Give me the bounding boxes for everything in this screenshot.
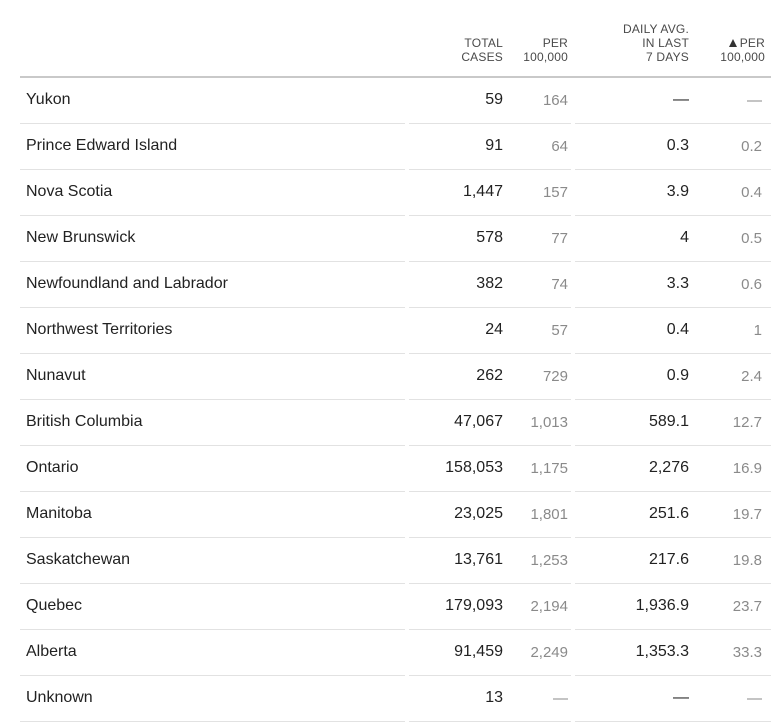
region-name: Nunavut xyxy=(26,367,86,384)
table-row xyxy=(20,630,771,676)
table-row xyxy=(20,538,771,584)
total-cases-value: 179,093 xyxy=(445,597,503,614)
daily-per-100000-value: — xyxy=(747,690,762,707)
header-daily-per-100000[interactable]: PER 100,000 xyxy=(720,36,765,64)
total-cases-value: 1,447 xyxy=(462,183,503,200)
daily-average-value: — xyxy=(673,91,689,108)
column-gap xyxy=(571,400,575,446)
column-gap xyxy=(405,400,409,446)
daily-average-value: 4 xyxy=(680,229,689,246)
column-gap xyxy=(571,78,575,124)
column-gap xyxy=(571,630,575,676)
daily-per-100000-value: 23.7 xyxy=(732,598,762,615)
per-100000-value: 729 xyxy=(542,368,568,385)
column-gap xyxy=(405,492,409,538)
per-100000-value: 1,175 xyxy=(530,460,568,477)
daily-per-100000-value: — xyxy=(747,92,762,109)
column-gap xyxy=(405,538,409,584)
column-gap xyxy=(405,78,409,124)
total-cases-value: 47,067 xyxy=(454,413,503,430)
daily-average-value: 0.3 xyxy=(666,137,689,154)
region-name: Quebec xyxy=(26,597,83,614)
per-100000-value: 1,013 xyxy=(530,414,568,431)
region-name: Nova Scotia xyxy=(26,183,113,200)
cases-table xyxy=(20,0,771,722)
daily-per-100000-value: 0.2 xyxy=(741,138,762,155)
region-name: British Columbia xyxy=(26,413,143,430)
column-gap xyxy=(571,170,575,216)
per-100000-value: 64 xyxy=(551,138,568,155)
column-gap xyxy=(571,446,575,492)
table-row xyxy=(20,216,771,262)
column-gap xyxy=(571,492,575,538)
daily-average-value: — xyxy=(673,689,689,706)
per-100000-value: 157 xyxy=(542,184,568,201)
column-gap xyxy=(405,124,409,170)
daily-average-value: 0.4 xyxy=(666,321,689,338)
column-gap xyxy=(405,170,409,216)
daily-average-value: 589.1 xyxy=(648,413,689,430)
total-cases-value: 158,053 xyxy=(445,459,503,476)
column-gap xyxy=(405,354,409,400)
total-cases-value: 91 xyxy=(485,137,503,154)
per-100000-value: 1,801 xyxy=(530,506,568,523)
total-cases-value: 91,459 xyxy=(454,643,503,660)
column-gap xyxy=(405,584,409,630)
table-row xyxy=(20,676,771,722)
daily-average-value: 1,353.3 xyxy=(635,643,689,660)
total-cases-value: 262 xyxy=(476,367,503,384)
column-gap xyxy=(571,354,575,400)
table-row xyxy=(20,308,771,354)
total-cases-value: 59 xyxy=(485,91,503,108)
per-100000-value: 164 xyxy=(542,92,568,109)
daily-average-value: 2,276 xyxy=(648,459,689,476)
header-daily-average[interactable]: DAILY AVG. IN LAST 7 DAYS xyxy=(622,22,689,64)
table-row xyxy=(20,492,771,538)
region-name: Newfoundland and Labrador xyxy=(26,275,228,292)
column-gap xyxy=(571,124,575,170)
per-100000-value: — xyxy=(553,690,568,707)
per-100000-value: 2,249 xyxy=(530,644,568,661)
daily-average-value: 251.6 xyxy=(648,505,689,522)
column-gap xyxy=(405,216,409,262)
sort-triangle-icon xyxy=(729,39,737,47)
daily-per-100000-value: 2.4 xyxy=(741,368,762,385)
region-name: Prince Edward Island xyxy=(26,137,178,154)
table-header xyxy=(20,0,771,78)
table-row xyxy=(20,262,771,308)
per-100000-value: 77 xyxy=(551,230,568,247)
daily-per-100000-value: 33.3 xyxy=(732,644,762,661)
total-cases-value: 24 xyxy=(485,321,503,338)
table-body xyxy=(20,78,771,722)
total-cases-value: 13 xyxy=(485,689,503,706)
daily-per-100000-value: 19.7 xyxy=(732,506,762,523)
region-name: Yukon xyxy=(26,91,71,108)
column-gap xyxy=(405,262,409,308)
table-row xyxy=(20,170,771,216)
daily-per-100000-value: 0.6 xyxy=(741,276,762,293)
column-gap xyxy=(405,446,409,492)
daily-average-value: 0.9 xyxy=(666,367,689,384)
table-row xyxy=(20,78,771,124)
daily-average-value: 1,936.9 xyxy=(635,597,689,614)
total-cases-value: 23,025 xyxy=(454,505,503,522)
region-name: Northwest Territories xyxy=(26,321,173,338)
column-gap xyxy=(571,538,575,584)
region-name: Ontario xyxy=(26,459,79,476)
column-gap xyxy=(405,630,409,676)
header-total-cases[interactable]: TOTAL CASES xyxy=(461,36,503,64)
table-row xyxy=(20,354,771,400)
daily-average-value: 217.6 xyxy=(648,551,689,568)
daily-per-100000-value: 1 xyxy=(753,322,762,339)
region-name: Alberta xyxy=(26,643,77,660)
column-gap xyxy=(571,676,575,722)
per-100000-value: 74 xyxy=(551,276,568,293)
column-gap xyxy=(571,308,575,354)
header-per-100000[interactable]: PER 100,000 xyxy=(523,36,568,64)
daily-per-100000-value: 0.4 xyxy=(741,184,762,201)
per-100000-value: 2,194 xyxy=(530,598,568,615)
column-gap xyxy=(571,584,575,630)
table-row xyxy=(20,400,771,446)
column-gap xyxy=(405,676,409,722)
daily-average-value: 3.9 xyxy=(666,183,689,200)
daily-per-100000-value: 12.7 xyxy=(732,414,762,431)
per-100000-value: 1,253 xyxy=(530,552,568,569)
total-cases-value: 13,761 xyxy=(454,551,503,568)
column-gap xyxy=(571,216,575,262)
per-100000-value: 57 xyxy=(551,322,568,339)
region-name: Unknown xyxy=(26,689,93,706)
daily-average-value: 3.3 xyxy=(666,275,689,292)
total-cases-value: 578 xyxy=(476,229,503,246)
table-row xyxy=(20,584,771,630)
region-name: New Brunswick xyxy=(26,229,136,246)
daily-per-100000-value: 0.5 xyxy=(741,230,762,247)
daily-per-100000-value: 16.9 xyxy=(732,460,762,477)
region-name: Saskatchewan xyxy=(26,551,131,568)
table-row xyxy=(20,446,771,492)
column-gap xyxy=(571,262,575,308)
daily-per-100000-value: 19.8 xyxy=(732,552,762,569)
region-name: Manitoba xyxy=(26,505,92,522)
column-gap xyxy=(405,308,409,354)
total-cases-value: 382 xyxy=(476,275,503,292)
table-row xyxy=(20,124,771,170)
